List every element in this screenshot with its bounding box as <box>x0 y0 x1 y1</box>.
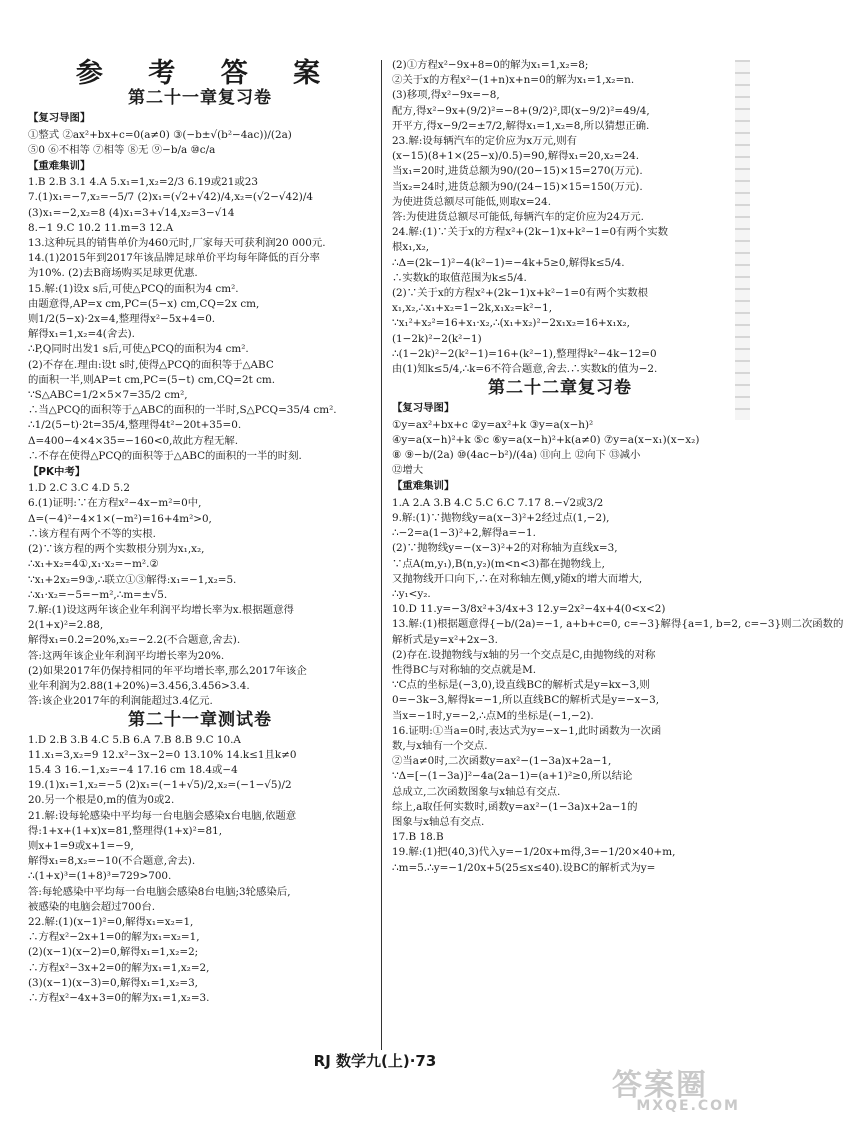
text-line: ⑤0 ⑥不相等 ⑦相等 ⑧无 ⑨−b/a ⑩c/a <box>28 143 216 156</box>
text-line: ∴方程x²−4x+3=0的解为x₁=1,x₂=3. <box>28 991 210 1004</box>
section-title-ch21-test: 第二十一章测试卷 <box>128 710 272 731</box>
text-line: (3)移项,得x²−9x=−8, <box>392 89 500 102</box>
text-line: (3)(x−1)(x−3)=0,解得x₁=1,x₂=3, <box>28 976 198 989</box>
watermark-url: MXQE.COM <box>636 1098 740 1114</box>
text-line: 根x₁,x₂, <box>392 241 430 254</box>
text-line: ∴该方程有两个不等的实根. <box>28 527 156 540</box>
text-line: ∴当△PCQ的面积等于△ABC的面积的一半时,S△PCQ=35/4 cm². <box>28 404 337 417</box>
text-line: ⑫增大 <box>392 464 424 477</box>
text-line: ∴Δ=(2k−1)²−4(k²−1)=−4k+5≥0,解得k≤5/4. <box>392 256 625 269</box>
text-line: 性得BC与对称轴的交点就是M. <box>392 663 537 676</box>
text-line: ∴(1−2k)²−2(k²−1)=16+(k²−1),整理得k²−4k−12=0 <box>392 347 657 360</box>
text-line: (2)存在.设抛物线与x轴的另一个交点是C,由抛物线的对称 <box>392 648 656 661</box>
text-line: 为使进货总额尽可能低,则取x=24. <box>392 195 552 208</box>
text-line: 解析式是y=x²+2x−3. <box>392 633 498 646</box>
text-line: 1.D 2.B 3.B 4.C 5.B 6.A 7.B 8.B 9.C 10.A <box>28 733 241 746</box>
text-line: ∴(1+x)³=(1+8)³=729>700. <box>28 870 172 883</box>
text-line: 图象与x轴总有交点. <box>392 815 485 828</box>
text-line: 20.另一个根是0,m的值为0或2. <box>28 794 175 807</box>
text-line: ∴不存在使得△PCQ的面积等于△ABC的面积的一半的时刻. <box>28 449 302 462</box>
text-line: 解得x₁=0.2=20%,x₂=−2.2(不合题意,舍去). <box>28 634 241 647</box>
tag-pk-exam: 【PK中考】 <box>28 466 86 479</box>
tag-key-practice: 【重难集训】 <box>28 160 91 173</box>
text-line: 答:为使进货总额尽可能低,每辆汽车的定价应为24万元. <box>392 211 644 224</box>
text-line: ∴x₁·x₂=−5=−m²,∴m=±√5. <box>28 588 168 601</box>
text-line: ①整式 ②ax²+bx+c=0(a≠0) ③(−b±√(b²−4ac))/(2a) <box>28 128 292 141</box>
text-line: 15.解:(1)设x s后,可使△PCQ的面积为4 cm². <box>28 282 239 295</box>
text-line: 1.A 2.A 3.B 4.C 5.C 6.C 7.17 8.−√2或3/2 <box>392 496 604 509</box>
text-line: 被感染的电脑会超过700台. <box>28 900 156 913</box>
text-line: 13.这种玩具的销售单价为460元时,厂家每天可获利润20 000元. <box>28 237 326 250</box>
text-line: 当x=−1时,y=−2,∴点M的坐标是(−1,−2). <box>392 709 594 722</box>
text-line: 总成立,二次函数图象与x轴总有交点. <box>392 785 561 798</box>
text-line: 解得x₁=1,x₂=4(舍去). <box>28 328 135 341</box>
text-line: ∴m=5.∴y=−1/20x+5(25≤x≤40).设BC的解析式为y= <box>392 861 656 874</box>
tag-review-map: 【复习导图】 <box>392 402 455 415</box>
text-line: 业年利润为2.88(1+20%)=3.456,3.456>3.4. <box>28 679 250 692</box>
text-line: 的面积一半,则AP=t cm,PC=(5−t) cm,CQ=2t cm. <box>28 373 276 386</box>
text-line: ∴P,Q同时出发1 s后,可使△PCQ的面积为4 cm². <box>28 343 249 356</box>
text-line: ∵S△ABC=1/2×5×7=35/2 cm², <box>28 389 188 402</box>
text-line: ∵点A(m,y₁),B(n,y₂)(m<n<3)都在抛物线上, <box>392 557 605 570</box>
text-line: 则1/2(5−x)·2x=4,整理得x²−5x+4=0. <box>28 313 216 326</box>
right-column <box>392 58 843 876</box>
text-line: ④y=a(x−h)²+k ⑤c ⑥y=a(x−h)²+k(a≠0) ⑦y=a(x−x₁)(x−x₂) <box>392 433 700 446</box>
text-line: 当x₂=24时,进货总额为90/(24−15)×15=150(万元). <box>392 180 643 193</box>
text-line: 10.D 11.y=−3/8x²+3/4x+3 12.y=2x²−4x+4(0<x<2) <box>392 603 666 616</box>
page-footer: RJ 数学九(上)·73 <box>313 1052 437 1070</box>
text-line: 8.−1 9.C 10.2 11.m=3 12.A <box>28 221 174 234</box>
text-line: 当x₁=20时,进货总额为90/(20−15)×15=270(万元). <box>392 165 643 178</box>
text-line: ①y=ax²+bx+c ②y=ax²+k ③y=a(x−h)² <box>392 418 594 431</box>
text-line: ∴x₁+x₂=4①,x₁·x₂=−m².② <box>28 558 159 571</box>
text-line: 7.(1)x₁=−7,x₂=−5/7 (2)x₁=(√2+√42)/4,x₂=(√2−√42)/4 <box>28 191 313 204</box>
text-line: ∴实数k的取值范围为k≤5/4. <box>392 271 527 284</box>
text-line: (2)(x−1)(x−2)=0,解得x₁=1,x₂=2; <box>28 946 199 959</box>
text-line: (3)x₁=−2,x₂=8 (4)x₁=3+√14,x₂=3−√14 <box>28 206 235 219</box>
text-line: ∴y₁<y₂. <box>392 587 431 600</box>
text-line: (1−2k)²−2(k²−1) <box>392 332 482 345</box>
text-line: ∴方程x²−2x+1=0的解为x₁=x₂=1, <box>28 931 200 944</box>
text-line: 1.B 2.B 3.1 4.A 5.x₁=1,x₂=2/3 6.19或21或23 <box>28 176 258 189</box>
text-line: 17.B 18.B <box>392 831 444 844</box>
text-line: ∵x₁+2x₂=9③,∴联立①③解得:x₁=−1,x₂=5. <box>28 573 237 586</box>
text-line: ∴−2=a(1−3)²+2,解得a=−1. <box>392 527 536 540</box>
text-line: 答:每轮感染中平均每一台电脑会感染8台电脑;3轮感染后, <box>28 885 291 898</box>
page-title: 参 考 答 案 <box>75 58 339 89</box>
text-line: 14.(1)2015年到2017年该品牌足球单价平均每年降低的百分率 <box>28 252 320 265</box>
text-line: (x−15)(8+1×(25−x)/0.5)=90,解得x₁=20,x₂=24. <box>392 150 640 163</box>
text-line: 2(1+x)²=2.88, <box>28 619 104 632</box>
page-edge-shadow <box>735 60 750 420</box>
text-line: 数,与x轴有一个交点. <box>392 739 488 752</box>
text-line: 答:该企业2017年的利润能超过3.4亿元. <box>28 695 213 708</box>
text-line: ∵C点的坐标是(−3,0),设直线BC的解析式是y=kx−3,则 <box>392 679 650 692</box>
text-line: (2)不存在.理由:设t s时,使得△PCQ的面积等于△ABC <box>28 358 274 371</box>
text-line: 由(1)知k≤5/4,∴k=6不符合题意,舍去.∴实数k的值为−2. <box>392 363 658 376</box>
watermark-logo <box>612 1060 740 1114</box>
text-line: 15.4 3 16.−1,x₂=−4 17.16 cm 18.4或−4 <box>28 763 238 776</box>
section-title-ch21-review: 第二十一章复习卷 <box>128 88 272 109</box>
text-line: 答:这两年该企业年利润平均增长率为20%. <box>28 649 225 662</box>
left-column <box>28 58 372 1006</box>
watermark-text: 答案圈 <box>612 1068 708 1103</box>
text-line: 解得x₁=8,x₂=−10(不合题意,舍去). <box>28 855 196 868</box>
text-line: 9.解:(1)∵抛物线y=a(x−3)²+2经过点(1,−2), <box>392 511 610 524</box>
text-line: 则x+1=9或x+1=−9, <box>28 839 134 852</box>
text-line: 22.解:(1)(x−1)²=0,解得x₁=x₂=1, <box>28 915 194 928</box>
text-line: 21.解:设每轮感染中平均每一台电脑会感染x台电脑,依题意 <box>28 809 297 822</box>
column-divider <box>381 60 382 1050</box>
tag-key-practice: 【重难集训】 <box>392 480 455 493</box>
text-line: ②关于x的方程x²−(1+n)x+n=0的解为x₁=1,x₂=n. <box>392 74 635 87</box>
text-line: 11.x₁=3,x₂=9 12.x²−3x−2=0 13.10% 14.k≤1且k≠0 <box>28 748 297 761</box>
text-line: 又抛物线开口向下,∴在对称轴左侧,y随x的增大而增大, <box>392 572 643 585</box>
tag-review-map: 【复习导图】 <box>28 112 91 125</box>
text-line: ∴1/2(5−t)·2t=35/4,整理得4t²−20t+35=0. <box>28 419 242 432</box>
text-line: 1.D 2.C 3.C 4.D 5.2 <box>28 482 130 495</box>
text-line: 16.证明:①当a=0时,表达式为y=−x−1,此时函数为一次函 <box>392 724 662 737</box>
text-line: 23.解:设每辆汽车的定价应为x万元,则有 <box>392 135 578 148</box>
text-line: 为10%. (2)去B商场购买足球更优惠. <box>28 267 198 280</box>
text-line: 开平方,得x−9/2=±7/2,解得x₁=1,x₂=8,所以猜想正确. <box>392 119 650 132</box>
text-line: 由题意得,AP=x cm,PC=(5−x) cm,CQ=2x cm, <box>28 297 260 310</box>
text-line: ∴方程x²−3x+2=0的解为x₁=1,x₂=2, <box>28 961 210 974</box>
text-line: 19.(1)x₁=1,x₂=−5 (2)x₁=(−1+√5)/2,x₂=(−1−√5)/2 <box>28 779 292 792</box>
text-line: 得:1+x+(1+x)x=81,整理得(1+x)²=81, <box>28 824 223 837</box>
text-line: (2)如果2017年仍保持相同的年平均增长率,那么2017年该企 <box>28 664 307 677</box>
text-line: 6.(1)证明:∵在方程x²−4x−m²=0中, <box>28 497 202 510</box>
text-line: 综上,a取任何实数时,函数y=ax²−(1−3a)x+2a−1的 <box>392 800 638 813</box>
text-line: (2)∵关于x的方程x²+(2k−1)x+k²−1=0有两个实数根 <box>392 287 648 300</box>
text-line: ∵x₁²+x₂²=16+x₁·x₂,∴(x₁+x₂)²−2x₁x₂=16+x₁x₂, <box>392 317 630 330</box>
text-line: Δ=400−4×4×35=−160<0,故此方程无解. <box>28 434 239 447</box>
text-line: ②当a≠0时,二次函数y=ax²−(1−3a)x+2a−1, <box>392 755 612 768</box>
text-line: 24.解:(1)∵关于x的方程x²+(2k−1)x+k²−1=0有两个实数 <box>392 226 669 239</box>
text-line: Δ=(−4)²−4×1×(−m²)=16+4m²>0, <box>28 512 212 525</box>
text-line: 0=−3k−3,解得k=−1,所以直线BC的解析式是y=−x−3, <box>392 694 660 707</box>
section-title-ch22-review: 第二十二章复习卷 <box>488 378 632 399</box>
text-line: 配方,得x²−9x+(9/2)²=−8+(9/2)²,即(x−9/2)²=49/4, <box>392 104 650 117</box>
text-line: ∵Δ=[−(1−3a)]²−4a(2a−1)=(a+1)²≥0,所以结论 <box>392 770 633 783</box>
text-line: 7.解:(1)设这两年该企业年利润平均增长率为x.根据题意得 <box>28 603 294 616</box>
text-line: (2)∵抛物线y=−(x−3)²+2的对称轴为直线x=3, <box>392 542 618 555</box>
text-line: 19.解:(1)把(40,3)代入y=−1/20x+m得,3=−1/20×40+m, <box>392 846 676 859</box>
text-line: (2)①方程x²−9x+8=0的解为x₁=1,x₂=8; <box>392 59 589 71</box>
text-line: 13.解:(1)根据题意得{−b/(2a)=−1, a+b+c=0, c=−3}解得{a=1, b=2, c=−3}则二次函数的 <box>392 618 843 631</box>
text-line: (2)∵该方程的两个实数根分别为x₁,x₂, <box>28 543 205 556</box>
text-line: ⑧ ⑨−b/(2a) ⑩(4ac−b²)/(4a) ⑪向上 ⑫向下 ⑬减小 <box>392 449 641 462</box>
text-line: x₁,x₂,∴x₁+x₂=1−2k,x₁x₂=k²−1, <box>392 302 553 315</box>
